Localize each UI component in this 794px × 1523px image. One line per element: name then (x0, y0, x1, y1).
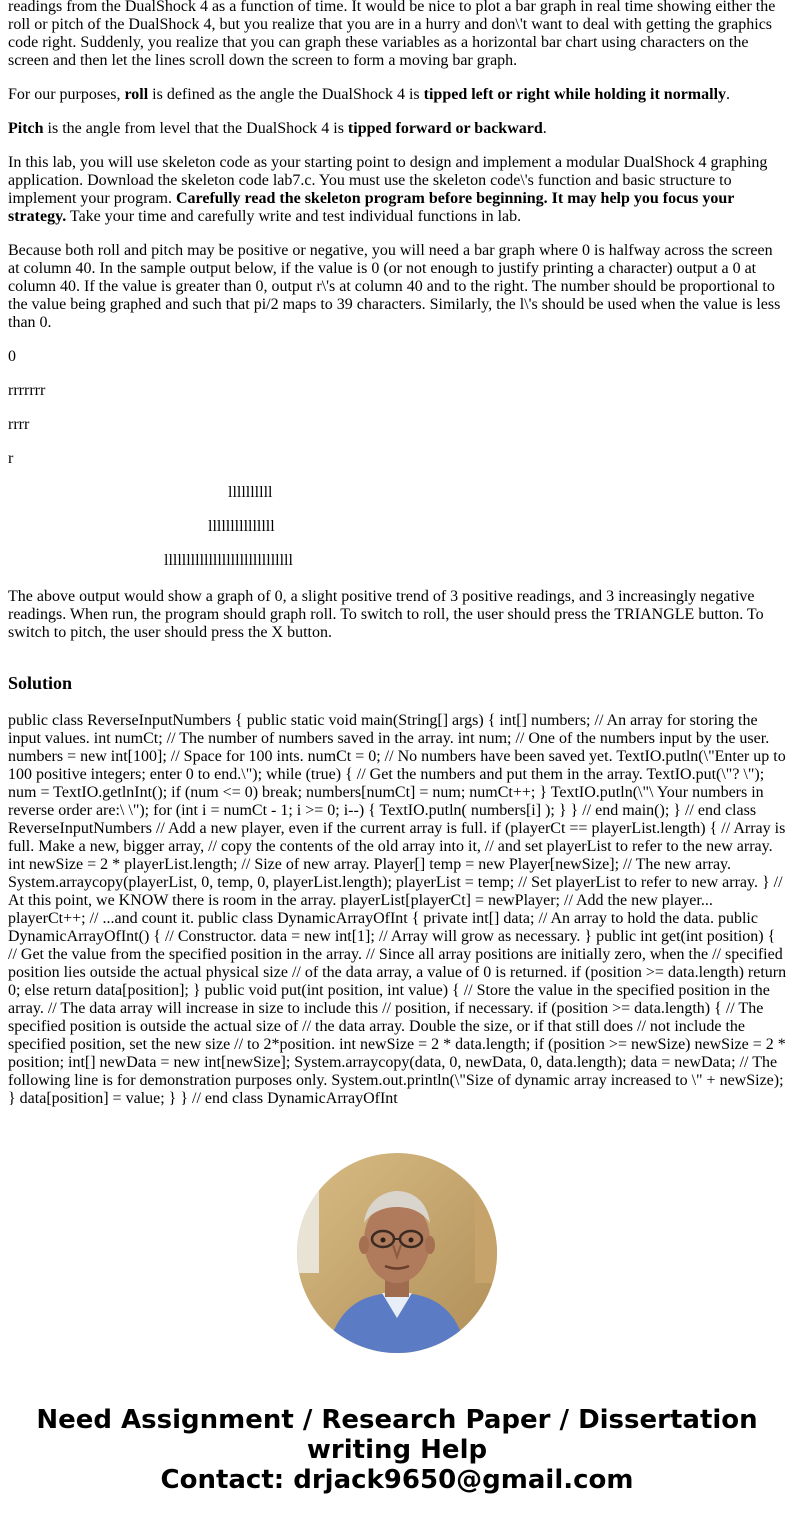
roll-definition-text-2: is defined as the angle the DualShock 4 is (148, 86, 424, 103)
roll-definition-text: For our purposes, (8, 86, 125, 103)
solution-code-text: public class ReverseInputNumbers { public static void main(String[] args) { int[] numbers; // An array for storing the input values. int numCt; // The number of numbers saved in the array. int num; // One of the numbers input by the user. numbers = new int[100]; // Space for 100 ints. numCt = 0; // No numbers have been saved yet. TextIO.putln(\"Enter up to 100 positive integers; enter 0 to end.\"); while (true) { // Get the numbers and put them in the array. TextIO.put(\"? \"); num = TextIO.getlnInt(); if (num <= 0) break; numbers[numCt] = num; numCt++; } TextIO.putln(\"\ Your numbers in reverse order are:\ \"); for (int i = numCt - 1; i >= 0; i--) { TextIO.putln( numbers[i] ); } } // end main(); } // end class ReverseInputNumbers // Add a new player, even if the current array is full. if (playerCt == playerList.length) { // Array is full. Make a new, bigger array, // copy the contents of the old array into it, // and set playerList to refer to the new array. int newSize = 2 * playerList.length; // Size of new array. Player[] temp = new Player[newSize]; // The new array. System.arraycopy(playerList, 0, temp, 0, playerList.length); playerList = temp; // Set playerList to refer to new array. } // At this point, we KNOW there is room in the array. playerList[playerCt] = newPlayer; // Add the new player... playerCt++; // ...and count it. public class DynamicArrayOfInt { private int[] data; // An array to hold the data. public DynamicArrayOfInt() { // Constructor. data = new int[1]; // Array will grow as necessary. } public int get(int position) { // Get the value from the specified position in the array. // Since all array positions are initially zero, when the // specified position lies outside the actual physical size // of the data array, a value of 0 is returned. if (position >= data.length) return 0; else return data[position]; } public void put(int position, int value) { // Store the value in the specified position in the array. // The data array will increase in size to include this // position, if necessary. if (position >= data.length) { // The specified position is outside the actual size of // the data array. Double the size, or if that still does // not include the specified position, set the new size // to 2*position. int newSize = 2 * data.length; if (position >= newSize) newSize = 2 * position; int[] newData = new int[newSize]; System.arraycopy(data, 0, newData, 0, data.length); data = newData; // The following line is for demonstration purposes only. System.out.println(\"Size of dynamic array increased to \" + newSize); } data[position] = value; } } // end class DynamicArrayOfInt (8, 712, 787, 1107)
roll-description: tipped left or right while holding it normally (423, 86, 727, 103)
promo-footer (0, 1405, 794, 1495)
lab-instructions (8, 154, 788, 226)
pitch-term: Pitch (8, 120, 44, 137)
pitch-definition (8, 120, 788, 138)
bar-graph-description: Because both roll and pitch may be positive or negative, you will need a bar graph where 0 is halfway across the screen at column 40. In the sample output below, if the value is 0 (or not enough to justify printing a character) output a 0 at column 40. If the value is greater than 0, output r\'s at column 40 and to the right. The number should be proportional to the value being graphed and such that pi/2 maps to 39 characters. Similarly, the l\'s should be used when the value is less than 0. (8, 242, 781, 331)
article-body (8, 0, 788, 1108)
graph-line-r7: rrrrrrr (8, 382, 46, 399)
graph-line-r1: r (8, 450, 14, 467)
intro-paragraph: readings from the DualShock 4 as a function of time. It would be nice to plot a bar graph in real time showing either the roll or pitch of the DualShock 4, but you realize that you are in a hurry and don\'t want to deal with getting the graphics code right. Suddenly, you realize that you can graph these variables as a horizontal bar chart using characters on the screen and then let the lines scroll down the screen to form a moving bar graph. (8, 0, 776, 69)
graph-line-l15: lllllllllllllll (208, 518, 275, 535)
graph-line-l29: lllllllllllllllllllllllllllll (164, 552, 293, 569)
pitch-definition-period: . (542, 120, 547, 137)
solution-heading: Solution (8, 673, 73, 693)
graph-line-l10: llllllllll (228, 484, 273, 501)
lab-instructions-text-2: Take your time and carefully write and test individual functions in lab. (66, 208, 522, 225)
roll-term: roll (124, 86, 149, 103)
lab-instructions-text: In this lab, you will use skeleton code as your starting point to design and implement a modular DualShock 4 graphing application. Download the skeleton code lab7.c. You must use the skeleton code\'s function and basic structure to implement your program. (8, 154, 768, 207)
lab-instructions-emphasis: Carefully read the skeleton program before beginning. It may help you focus your strategy. (8, 190, 735, 225)
promo-headline: Need Assignment / Research Paper / Dissertation writing Help (36, 1405, 758, 1465)
promo-contact: Contact: drjack9650@gmail.com (160, 1465, 634, 1495)
output-explanation: The above output would show a graph of 0, a slight positive trend of 3 positive readings, and 3 increasingly negative readings. When run, the program should graph roll. To switch to roll, the user should press the TRIANGLE button. To switch to pitch, the user should press the X button. (8, 588, 764, 641)
roll-definition-period: . (726, 86, 731, 103)
graph-line-zero: 0 (8, 348, 16, 365)
roll-definition (8, 86, 788, 104)
author-portrait (297, 1153, 497, 1353)
pitch-definition-text: is the angle from level that the DualShock 4 is (43, 120, 348, 137)
pitch-description: tipped forward or backward (347, 120, 543, 137)
graph-line-r4: rrrr (8, 416, 30, 433)
author-portrait-icon (297, 1153, 497, 1353)
